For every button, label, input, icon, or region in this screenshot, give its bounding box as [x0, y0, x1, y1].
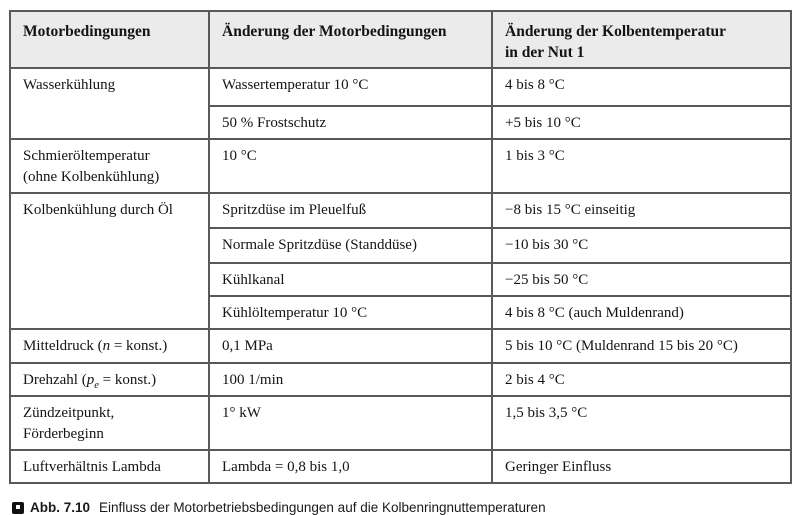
cell-temp-spritzduese-pleuelfuss: −8 bis 15 °C einseitig — [492, 193, 791, 228]
cell-change-kuehloeltemperatur: Kühlöltemperatur 10 °C — [209, 296, 492, 329]
condition-line-2: Förderbeginn — [23, 426, 104, 442]
cell-temp-wassertemperatur: 4 bis 8 °C — [492, 68, 791, 106]
cell-condition-wasserkuehlung: Wasserkühlung — [10, 68, 209, 139]
header-line-1: Änderung der Kolbentemperatur — [505, 23, 727, 40]
condition-line-2: (ohne Kolbenkühlung) — [23, 169, 160, 185]
cell-condition-luftverhaeltnis: Luftverhältnis Lambda — [10, 450, 209, 483]
table-row-drehzahl — [10, 363, 791, 396]
table-row-kolbenkuehlung-1 — [10, 193, 791, 228]
cell-condition-kolbenkuehlung: Kolbenkühlung durch Öl — [10, 193, 209, 329]
cell-change-schmieroeltemperatur: 10 °C — [209, 139, 492, 193]
cell-temp-kuehloeltemperatur: 4 bis 8 °C (auch Muldenrand) — [492, 296, 791, 329]
cell-change-wassertemperatur: Wassertemperatur 10 °C — [209, 68, 492, 106]
table-row-zuendzeitpunkt — [10, 396, 791, 450]
cell-condition-mitteldruck — [10, 329, 209, 363]
condition-variable: n — [102, 338, 111, 354]
cell-temp-frostschutz: +5 bis 10 °C — [492, 106, 791, 139]
condition-suffix: = konst.) — [110, 338, 168, 354]
cell-change-normale-spritzduese: Normale Spritzdüse (Standdüse) — [209, 228, 492, 263]
caption-text: Einfluss der Motorbetriebsbedingungen auf die Kolbenringnuttemperaturen — [99, 500, 546, 515]
table-row-schmieroeltemperatur — [10, 139, 791, 193]
caption-label: Abb. 7.10 — [30, 500, 91, 515]
cell-temp-drehzahl: 2 bis 4 °C — [492, 363, 791, 396]
cell-temp-normale-spritzduese: −10 bis 30 °C — [492, 228, 791, 263]
figure-caption — [9, 500, 791, 515]
engine-conditions-table — [9, 10, 792, 484]
cell-temp-schmieroeltemperatur: 1 bis 3 °C — [492, 139, 791, 193]
condition-variable: p — [86, 372, 95, 388]
cell-temp-kuehlkanal: −25 bis 50 °C — [492, 263, 791, 296]
cell-condition-drehzahl — [10, 363, 209, 396]
cell-condition-schmieroeltemperatur — [10, 139, 209, 193]
cell-change-luftverhaeltnis: Lambda = 0,8 bis 1,0 — [209, 450, 492, 483]
table-row-luftverhaeltnis — [10, 450, 791, 483]
condition-variable-subscript: e — [94, 380, 99, 391]
cell-change-frostschutz: 50 % Frostschutz — [209, 106, 492, 139]
cell-condition-zuendzeitpunkt — [10, 396, 209, 450]
figure-marker-icon — [12, 502, 24, 514]
header-motorbedingungen: Motorbedingungen — [10, 11, 209, 68]
cell-change-spritzduese-pleuelfuss: Spritzdüse im Pleuelfuß — [209, 193, 492, 228]
table-header-row — [10, 11, 791, 68]
condition-line-1: Zündzeitpunkt, — [23, 405, 115, 421]
cell-temp-zuendzeitpunkt: 1,5 bis 3,5 °C — [492, 396, 791, 450]
table-row-wasserkuehlung-1 — [10, 68, 791, 106]
cell-temp-mitteldruck: 5 bis 10 °C (Muldenrand 15 bis 20 °C) — [492, 329, 791, 363]
condition-suffix: = konst.) — [98, 372, 157, 388]
cell-change-zuendzeitpunkt: 1° kW — [209, 396, 492, 450]
condition-prefix: Mitteldruck ( — [23, 338, 103, 354]
table-row-mitteldruck — [10, 329, 791, 363]
cell-change-drehzahl: 100 1/min — [209, 363, 492, 396]
figure-marker-icon-inner — [16, 505, 20, 509]
condition-prefix: Drehzahl ( — [23, 372, 87, 388]
cell-change-kuehlkanal: Kühlkanal — [209, 263, 492, 296]
header-aenderung-motorbedingungen: Änderung der Motorbedingungen — [209, 11, 492, 68]
header-line-2: in der Nut 1 — [505, 44, 585, 61]
condition-line-1: Schmieröltemperatur — [23, 148, 150, 164]
cell-change-mitteldruck: 0,1 MPa — [209, 329, 492, 363]
cell-temp-luftverhaeltnis: Geringer Einfluss — [492, 450, 791, 483]
header-aenderung-kolbentemperatur — [492, 11, 791, 68]
